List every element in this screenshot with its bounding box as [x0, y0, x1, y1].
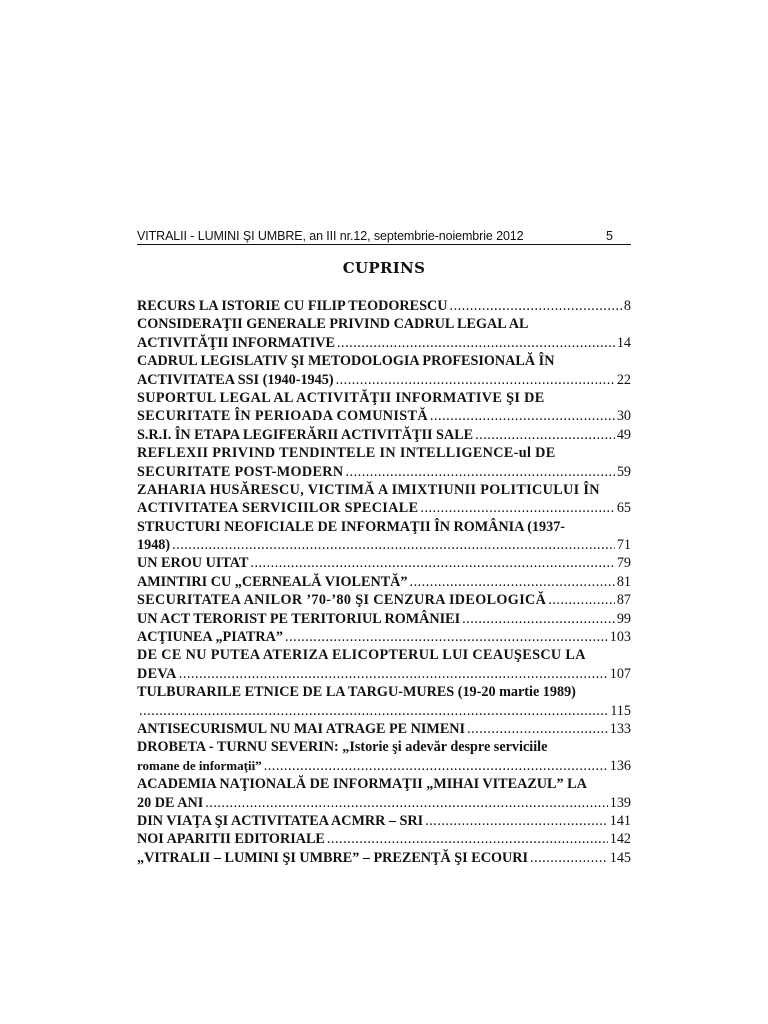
toc-entry[interactable] [137, 573, 631, 591]
toc-entry-title: ACŢIUNEA „PIATRA” [137, 629, 283, 646]
toc-leader-dots [172, 536, 615, 554]
toc-entry-line [137, 812, 631, 830]
toc-page-number: 103 [609, 629, 631, 646]
toc-page-number: 49 [616, 426, 631, 443]
toc-entry-line [137, 573, 631, 591]
toc-page-number: 115 [610, 702, 631, 719]
toc-page-number: 99 [616, 610, 631, 627]
toc-entry-line [137, 720, 631, 738]
toc-entry-title: ACADEMIA NAŢIONALĂ DE INFORMAŢII „MIHAI VITEAZUL” LA [137, 776, 587, 793]
toc-entry[interactable] [137, 352, 631, 389]
toc-leader-dots [462, 610, 615, 628]
toc-entry-line [137, 646, 631, 664]
toc-leader-dots [250, 554, 614, 572]
toc-entry-line [137, 702, 631, 720]
toc-entry-title: S.R.I. ÎN ETAPA LEGIFERĂRII ACTIVITĂŢII SALE [137, 426, 474, 443]
toc-entry-line [137, 407, 631, 425]
toc-entry[interactable] [137, 554, 631, 572]
toc-entry-line [137, 536, 631, 554]
toc-page-number: 133 [609, 720, 631, 737]
toc-entry-title: NOI APARITII EDITORIALE [137, 831, 325, 848]
toc-entry-title: DROBETA - TURNU SEVERIN: „Istorie şi adevăr despre serviciile [137, 739, 548, 756]
toc-entry-line [137, 775, 631, 793]
toc-page-number: 30 [616, 408, 631, 425]
toc-entry[interactable] [137, 389, 631, 426]
toc-entry-title: ACTIVITĂŢII INFORMATIVE [137, 334, 335, 351]
toc-entry[interactable] [137, 444, 631, 481]
toc-entry-line [137, 683, 631, 701]
toc-leader-dots [430, 407, 615, 425]
toc-entry-title: ANTISECURISMUL NU MAI ATRAGE PE NIMENI [137, 720, 466, 737]
toc-entry-title: UN ACT TERORIST PE TERITORIUL ROMÂNIEI [137, 610, 461, 627]
toc-entry-line [137, 830, 631, 848]
toc-leader-dots [475, 426, 615, 444]
toc-page-number: 81 [616, 573, 631, 590]
toc-page-number: 107 [609, 665, 631, 682]
toc-entry-title: TULBURARILE ETNICE DE LA TARGU-MURES (19-20 martie 1989) [137, 684, 576, 701]
toc-leader-dots [530, 849, 608, 867]
toc-entry-title: SECURITATEA ANILOR ’70-’80 ŞI CENZURA IDEOLOGICĂ [137, 592, 547, 609]
toc-page-number: 87 [616, 592, 631, 609]
toc-page-number: 8 [623, 298, 631, 314]
toc-leader-dots [410, 573, 615, 591]
toc-entry[interactable] [137, 481, 631, 518]
toc-entry-title: STRUCTURI NEOFICIALE DE INFORMAŢII ÎN ROMÂNIA (1937- [137, 518, 566, 535]
toc-leader-dots [285, 628, 608, 646]
toc-entry-title: UN EROU UITAT [137, 555, 249, 572]
toc-entry[interactable] [137, 297, 631, 315]
toc-entry-line [137, 371, 631, 389]
toc-entry-line [137, 297, 631, 315]
toc-entry[interactable] [137, 518, 631, 555]
toc-entry-title: 20 DE ANI [137, 794, 204, 811]
journal-title: VITRALII - LUMINI ŞI UMBRE, an III nr.12, septembrie-noiembrie 2012 [137, 229, 524, 243]
toc-entry-line [137, 665, 631, 683]
toc-leader-dots [467, 720, 608, 738]
toc-entry-title: CADRUL LEGISLATIV ŞI METODOLOGIA PROFESIONALĂ ÎN [137, 353, 555, 370]
toc-page-number: 142 [609, 831, 631, 848]
toc-leader-dots [420, 499, 614, 517]
toc-page-number: 14 [616, 334, 631, 351]
toc-entry-title: SECURITATE POST-MODERN [137, 463, 344, 480]
toc-entry[interactable] [137, 646, 631, 683]
toc-entry-line [137, 757, 631, 775]
toc-entry-line [137, 794, 631, 812]
toc-entry-title: DIN VIAŢA ŞI ACTIVITATEA ACMRR – SRI [137, 812, 424, 829]
toc-page-number: 65 [616, 500, 631, 517]
toc-leader-dots [327, 830, 608, 848]
toc-page-number: 145 [609, 849, 631, 866]
toc-entry-line [137, 481, 631, 499]
toc-page-number: 59 [616, 463, 631, 480]
toc-entry-line [137, 738, 631, 756]
toc-entry-title: DEVA [137, 665, 177, 682]
toc-entry-title: ACTIVITATEA SERVICIILOR SPECIALE [137, 500, 419, 517]
toc-entry-title: REFLEXII PRIVIND TENDINTELE IN INTELLIGENCE-ul DE [137, 445, 556, 462]
toc-leader-dots [205, 794, 607, 812]
toc-leader-dots [336, 371, 615, 389]
toc-entry-line [137, 499, 631, 517]
toc-entry-title: DE CE NU PUTEA ATERIZA ELICOPTERUL LUI CEAUŞESCU LA [137, 647, 586, 664]
toc-entry-line [137, 334, 631, 352]
toc-entry-line [137, 518, 631, 536]
running-header [137, 228, 631, 245]
toc-entry-line [137, 849, 631, 867]
toc-entry[interactable] [137, 849, 631, 867]
toc-entry[interactable] [137, 720, 631, 738]
page-number: 5 [606, 229, 613, 243]
toc-entry[interactable] [137, 775, 631, 812]
toc-leader-dots [337, 334, 615, 352]
toc-entry[interactable] [137, 830, 631, 848]
toc-entry-line [137, 554, 631, 572]
table-of-contents [137, 297, 631, 867]
toc-entry-title: 1948) [137, 537, 171, 554]
toc-leader-dots [139, 702, 608, 720]
toc-page-number: 22 [616, 371, 631, 388]
toc-entry-line [137, 426, 631, 444]
toc-entry-line [137, 389, 631, 407]
toc-page-number: 139 [609, 794, 631, 811]
toc-leader-dots [346, 463, 615, 481]
toc-leader-dots [425, 812, 608, 830]
toc-leader-dots [450, 297, 622, 315]
toc-entry-line [137, 463, 631, 481]
toc-leader-dots [264, 757, 608, 775]
toc-page-number: 79 [616, 555, 631, 572]
toc-entry[interactable] [137, 683, 631, 720]
toc-entry-title: RECURS LA ISTORIE CU FILIP TEODORESCU [137, 298, 448, 314]
toc-entry-title: AMINTIRI CU „CERNEALĂ VIOLENTĂ” [137, 573, 408, 590]
toc-entry[interactable] [137, 812, 631, 830]
toc-title: CUPRINS [342, 259, 426, 277]
toc-entry-title: romane de informaţii” [137, 757, 262, 773]
toc-entry-title: „VITRALII – LUMINI ŞI UMBRE” – PREZENŢĂ ŞI ECOURI [137, 849, 529, 866]
toc-entry[interactable] [137, 591, 631, 609]
toc-entry[interactable] [137, 426, 631, 444]
toc-entry[interactable] [137, 315, 631, 352]
toc-entry[interactable] [137, 610, 631, 628]
toc-entry[interactable] [137, 628, 631, 646]
toc-page-number: 71 [616, 537, 631, 554]
toc-entry-title: ZAHARIA HUSĂRESCU, VICTIMĂ A IMIXTIUNII POLITICULUI ÎN [137, 481, 600, 498]
toc-entry-line [137, 591, 631, 609]
toc-leader-dots [548, 591, 615, 609]
toc-entry-line [137, 444, 631, 462]
toc-entry-title: ACTIVITATEA SSI (1940-1945) [137, 371, 334, 388]
toc-entry-line [137, 315, 631, 333]
toc-entry-title: CONSIDERAŢII GENERALE PRIVIND CADRUL LEGAL AL [137, 316, 529, 333]
toc-entry-title: SECURITATE ÎN PERIOADA COMUNISTĂ [137, 408, 428, 425]
toc-entry-line [137, 628, 631, 646]
toc-entry[interactable] [137, 738, 631, 775]
toc-leader-dots [179, 665, 608, 683]
toc-page-number: 136 [609, 757, 631, 774]
toc-entry-line [137, 352, 631, 370]
toc-entry-line [137, 610, 631, 628]
toc-entry-title: SUPORTUL LEGAL AL ACTIVITĂŢII INFORMATIVE ŞI DE [137, 389, 545, 406]
toc-page-number: 141 [609, 812, 631, 829]
